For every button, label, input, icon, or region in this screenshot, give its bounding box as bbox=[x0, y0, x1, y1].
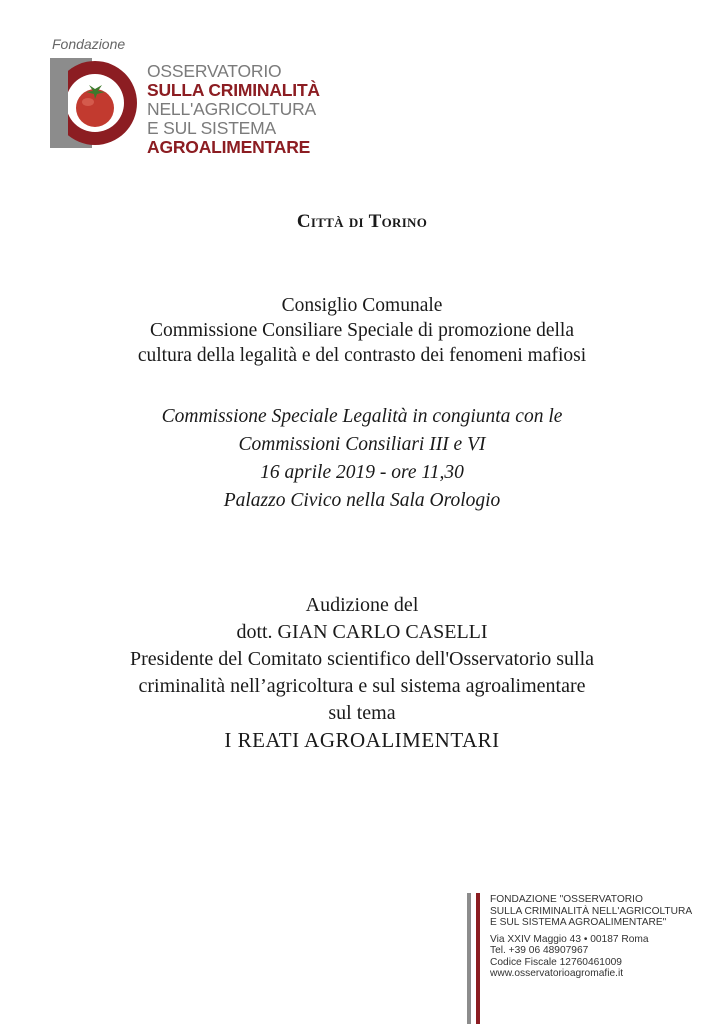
logo-foundation-label: Fondazione bbox=[52, 36, 126, 52]
hearing-line-5: sul tema bbox=[328, 702, 396, 724]
logo-line-2: SULLA CRIMINALITÀ bbox=[147, 80, 320, 100]
logo-wordmark bbox=[147, 62, 320, 157]
footer-address: Via XXIV Maggio 43 • 00187 Roma bbox=[490, 933, 649, 945]
footer-contact bbox=[490, 894, 692, 980]
meeting-location: Palazzo Civico nella Sala Orologio bbox=[223, 490, 501, 511]
footer-bar-gray bbox=[467, 893, 471, 1024]
hearing-line-3: Presidente del Comitato scientifico dell'Osservatorio sulla bbox=[129, 648, 595, 670]
hearing-line-4: criminalità nell’agricoltura e sul sistema agroalimentare bbox=[138, 675, 586, 697]
meeting-line-2: Commissioni Consiliari III e VI bbox=[238, 434, 486, 455]
footer-website[interactable]: www.osservatorioagromafie.it bbox=[490, 968, 624, 979]
footer-name-line-2: SULLA CRIMINALITÀ NELL'AGRICOLTURA bbox=[490, 905, 693, 917]
hearing-block bbox=[0, 592, 724, 754]
hearing-topic: I REATI AGROALIMENTARI bbox=[224, 728, 500, 752]
council-line-3: cultura della legalità e del contrasto dei fenomeni mafiosi bbox=[137, 345, 587, 366]
council-line-1: Consiglio Comunale bbox=[281, 295, 443, 316]
meeting-date: 16 aprile 2019 - ore 11,30 bbox=[260, 462, 464, 483]
footer-name-line-3: E SUL SISTEMA AGROALIMENTARE" bbox=[490, 917, 667, 928]
meeting-block bbox=[0, 403, 724, 515]
logo-line-3: NELL'AGRICOLTURA bbox=[147, 99, 317, 119]
logo-line-4: E SUL SISTEMA bbox=[147, 118, 277, 138]
logo-line-5: AGROALIMENTARE bbox=[147, 137, 311, 157]
logo-line-1: OSSERVATORIO bbox=[147, 61, 282, 81]
city-heading: Città di Torino bbox=[296, 211, 428, 232]
footer-phone: Tel. +39 06 48907967 bbox=[490, 945, 589, 956]
hearing-line-1: Audizione del bbox=[305, 594, 419, 616]
footer-fiscal-code: Codice Fiscale 12760461009 bbox=[490, 956, 622, 968]
meeting-line-1: Commissione Speciale Legalità in congiunta con le bbox=[161, 406, 563, 427]
footer-name-line-1: FONDAZIONE "OSSERVATORIO bbox=[490, 894, 643, 905]
hearing-speaker: dott. GIAN CARLO CASELLI bbox=[236, 621, 488, 643]
council-block bbox=[0, 293, 724, 368]
tomato-logo-icon bbox=[50, 58, 140, 148]
footer-bar-red bbox=[476, 893, 480, 1024]
footer-decoration bbox=[467, 893, 487, 1024]
council-line-2: Commissione Consiliare Speciale di promozione della bbox=[149, 320, 575, 341]
